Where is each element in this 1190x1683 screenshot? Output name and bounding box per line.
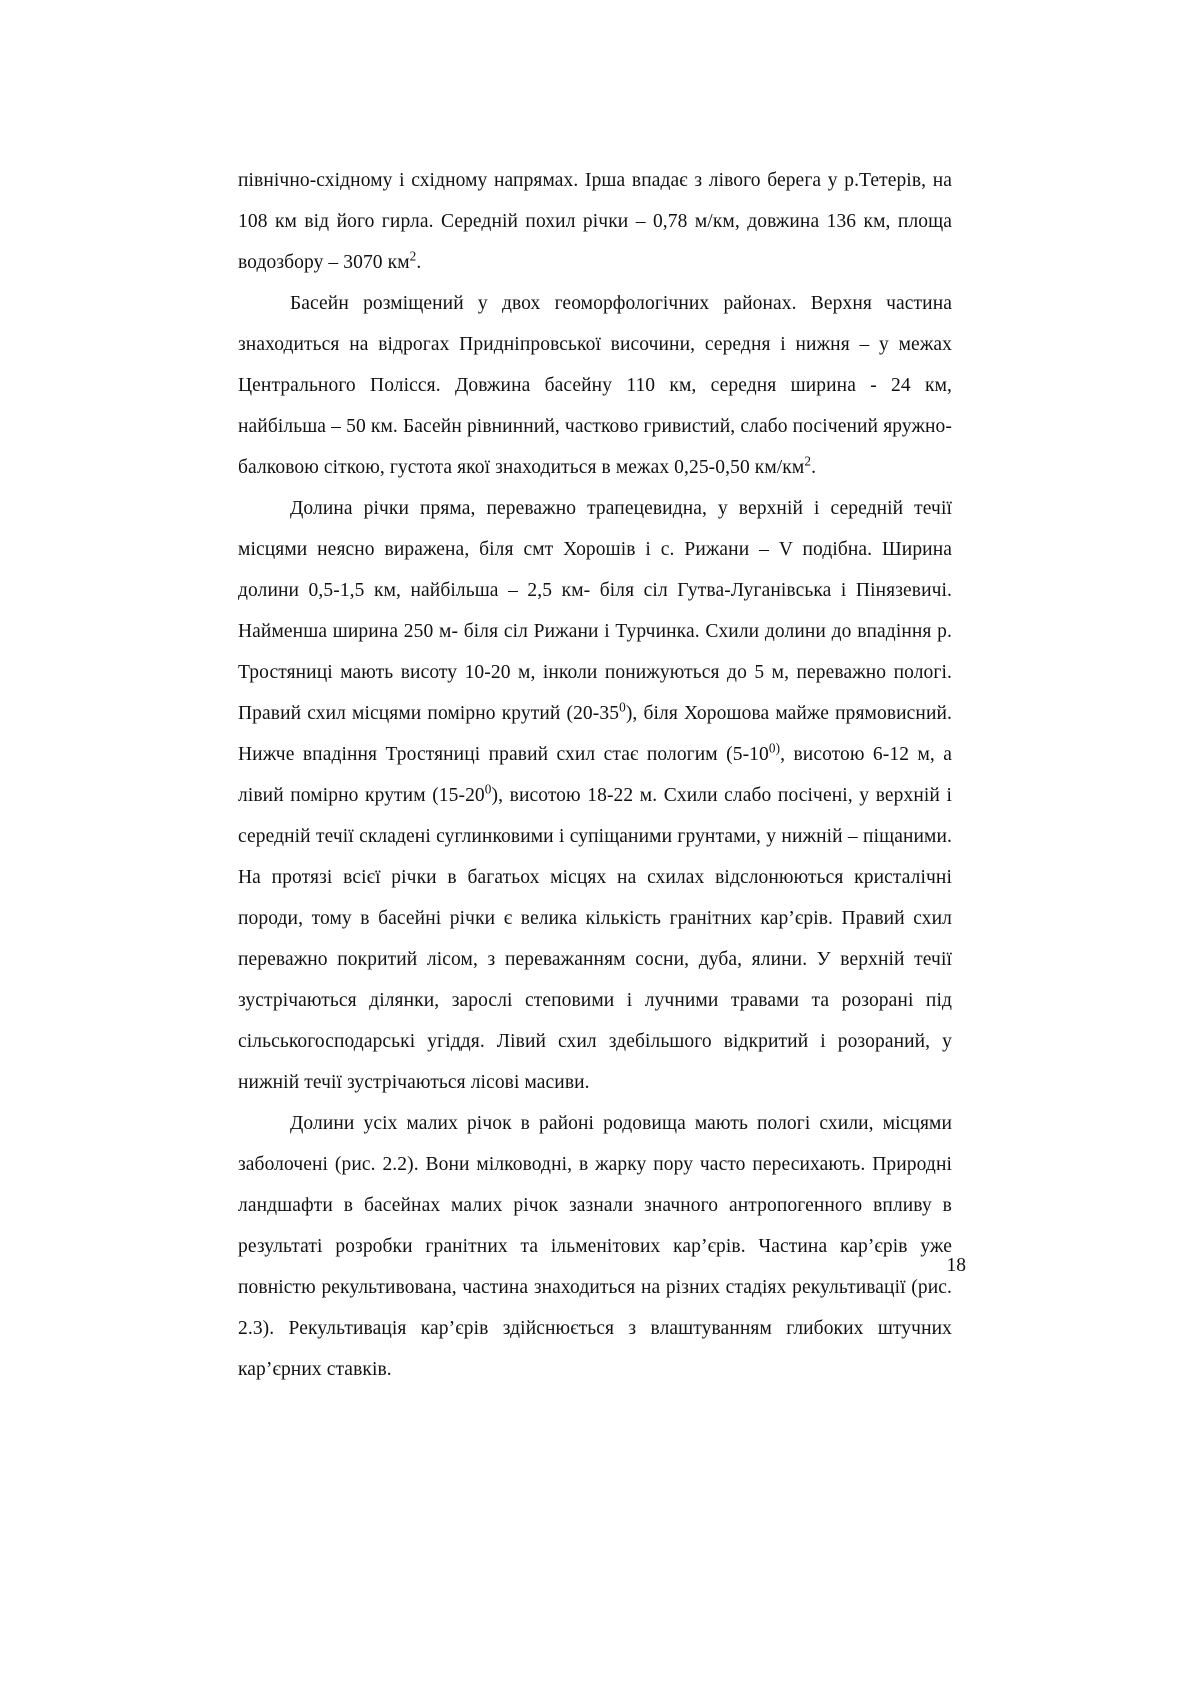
paragraph-3: Долина річки пряма, переважно трапецевидна, у верхній і середній течії місцями неясно виражена, біля смт Хорошів і с. Рижани – V подібна. Ширина долини 0,5-1,5 км, найбільша – 2,5 км- біля сіл Гутва-Луганівська і Пінязевичі. Найменша ширина 250 м- біля сіл Рижани і Турчинка. Схили долини до впадіння р. Тростяниці мають висоту 10-20 м, інколи понижуються до 5 м, переважно пологі. Правий схил місцями помірно крутий $(20-35^0)$, біля Хорошова майже прямовисний. Нижче впадіння Тростяниці правий схил стає пологим (5-10$^{0)}$, висотою 6-12 м, а лівий помірно крутим $(15-20^0)$, висотою 18-22 м. Схили слабо посічені, у верхній і середній течії складені суглинковими і супіщаними грунтами, у нижній – піщаними. На протязі всієї річки в багатьох місцях на схилах відслонюються кристалічні породи, тому в басейні річки є велика кількість гранітних кар’єрів. Правий схил переважно покритий лісом, з переважанням сосни, дуба, ялини. У верхній течії зустрічаються ділянки, зарослі степовими і лучними травами та розорані під сільськогосподарські угіддя. Лівий схил здебільшого відкритий і розораний, у нижній течії зустрічаються лісові масиви. <box>238 498 953 1093</box>
page-number: 18 <box>946 1255 966 1276</box>
paragraph-1: північно-східному і східному напрямах. Ірша впадає з лівого берега у р.Тетерів, на 108 км від його гирла. Середній похил річки – 0,78 м/км, довжина 136 км, площа водозбору – 3070 $км^2$. <box>238 170 952 273</box>
page-body <box>238 160 952 1390</box>
paragraph-4: Долини усіх малих річок в районі родовища мають пологі схили, місцями заболочені (рис. 2.2). Вони мілководні, в жарку пору часто пересихають. Природні ландшафти в басейнах малих річок зазнали значного антропогенного впливу в результаті розробки гранітних та ільменітових кар’єрів. Частина кар’єрів уже повністю рекультивована, частина знаходиться на різних стадіях рекультивації (рис. 2.3). Рекультивація кар’єрів здійснюється з влаштуванням глибоких штучних кар’єрних ставків. <box>238 1113 952 1380</box>
paragraph-2: Басейн розміщений у двох геоморфологічних районах. Верхня частина знаходиться на відрогах Придніпровської височини, середня і нижня – у межах Центрального Полісся. Довжина басейну 110 км, середня ширина - 24 км, найбільша – 50 км. Басейн рівнинний, частково гривистий, слабо посічений яружно-балковою сіткою, густота якої знаходиться в межах 0,25-0,50 $км/км^2$. <box>238 293 952 478</box>
